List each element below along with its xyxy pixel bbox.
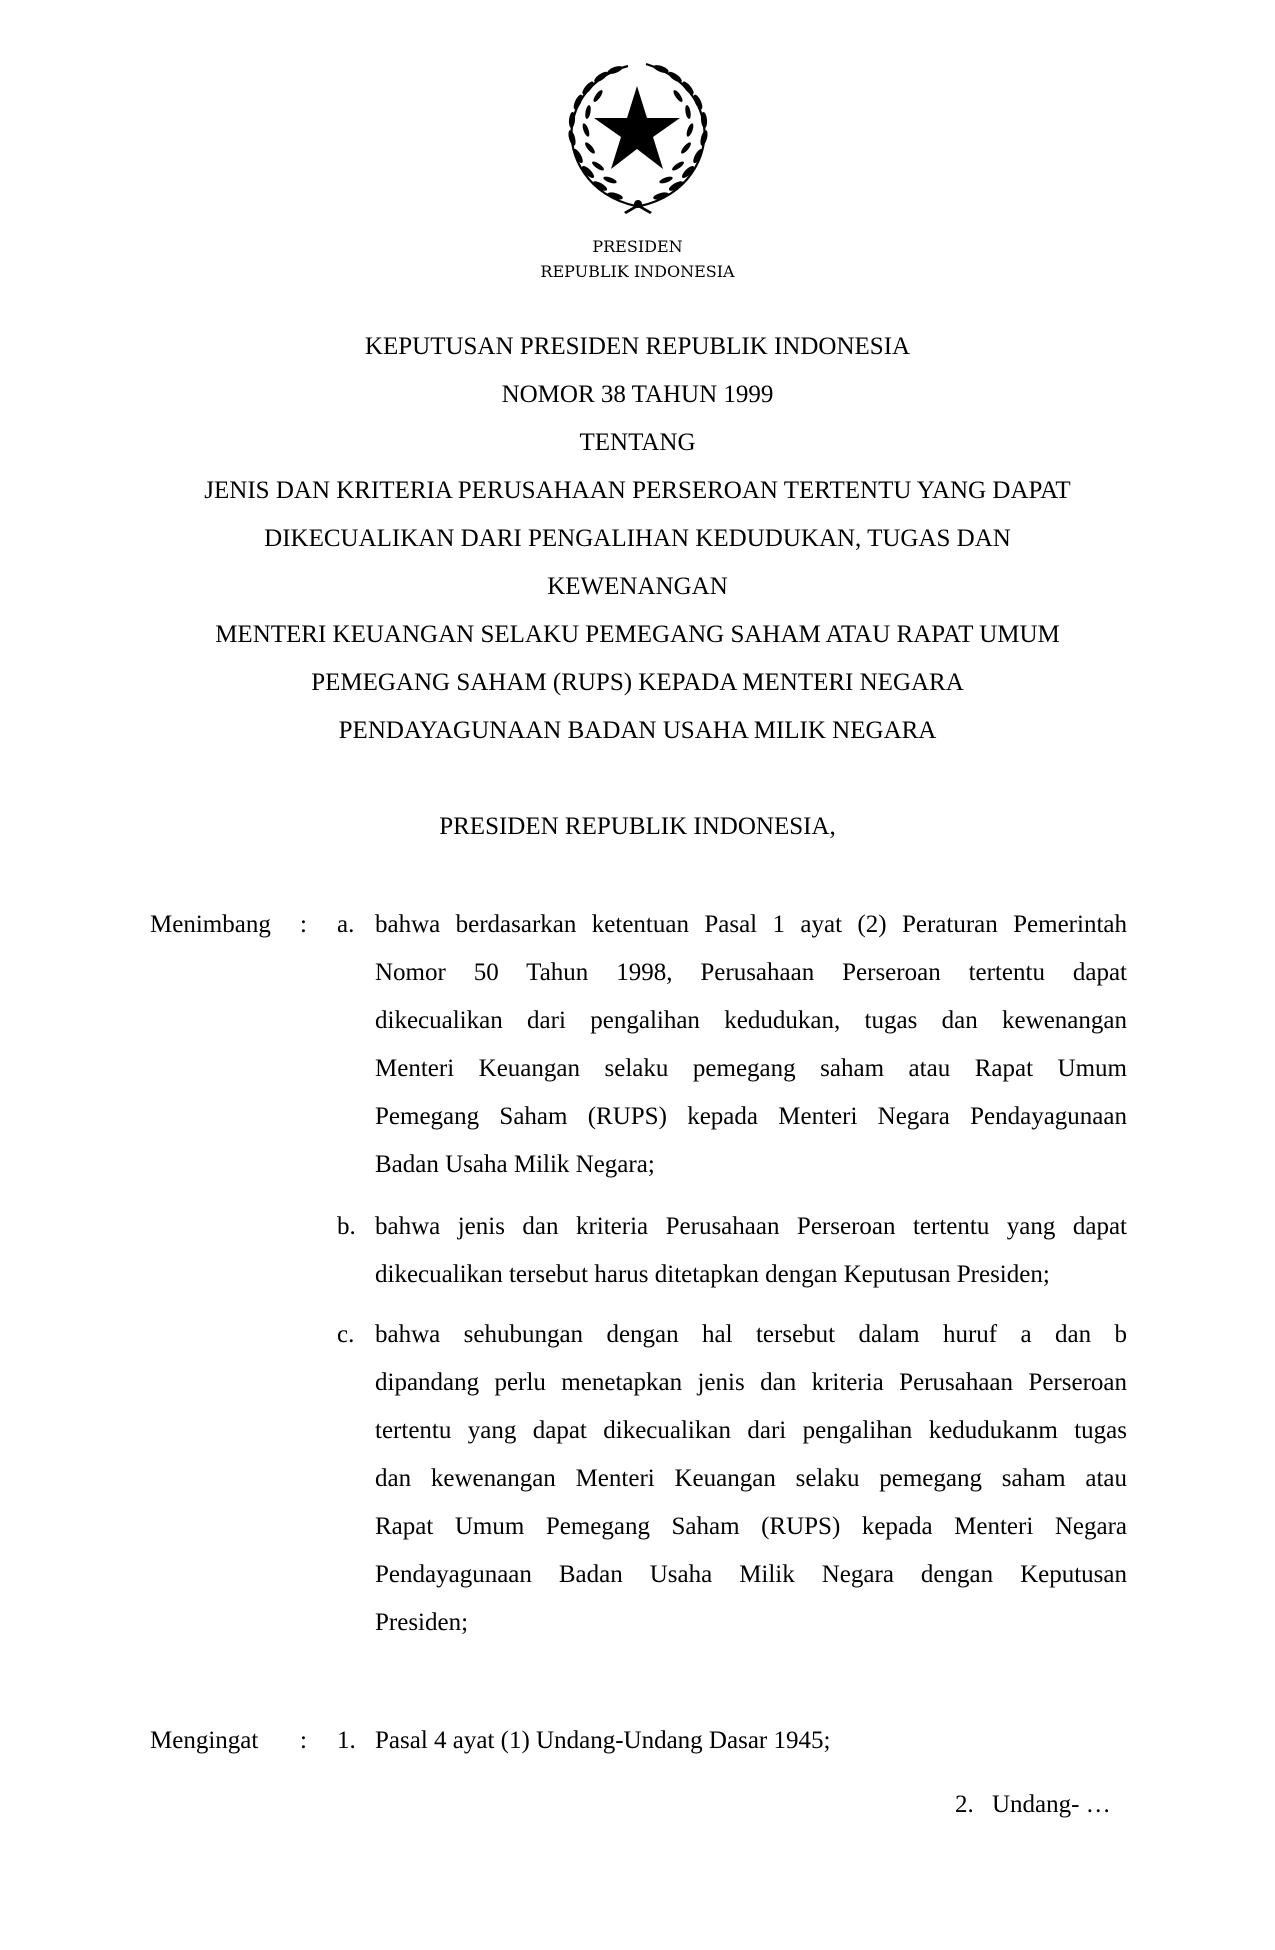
menimbang-label: Menimbang: [150, 911, 271, 938]
header-republik-indonesia: REPUBLIK INDONESIA: [540, 262, 735, 281]
item-c-line: dan kewenangan Menteri Keuangan selaku pemegang saham atau: [375, 1465, 1127, 1492]
continuation-text: Undang- …: [992, 1791, 1111, 1818]
title-line: JENIS DAN KRITERIA PERUSAHAAN PERSEROAN TERTENTU YANG DAPAT: [204, 477, 1071, 504]
item-a-line: bahwa berdasarkan ketentuan Pasal 1 ayat (2) Peraturan Pemerintah: [375, 911, 1127, 938]
title-line: NOMOR 38 TAHUN 1999: [501, 381, 774, 408]
title-line: PEMEGANG SAHAM (RUPS) KEPADA MENTERI NEGARA: [311, 669, 964, 696]
title-line: MENTERI KEUANGAN SELAKU PEMEGANG SAHAM ATAU RAPAT UMUM: [215, 621, 1060, 648]
item-c-line: Presiden;: [375, 1609, 469, 1636]
title-line: PENDAYAGUNAAN BADAN USAHA MILIK NEGARA: [338, 717, 937, 744]
title-line: KEPUTUSAN PRESIDEN REPUBLIK INDONESIA: [364, 333, 911, 360]
menimbang-colon: :: [300, 911, 307, 938]
item-c-line: dipandang perlu menetapkan jenis dan kriteria Perusahaan Perseroan: [375, 1369, 1127, 1396]
continuation-marker: 2.: [955, 1791, 974, 1818]
item-a-line: Badan Usaha Milik Negara;: [375, 1151, 655, 1178]
item-c-line: Pendayagunaan Badan Usaha Milik Negara dengan Keputusan: [375, 1561, 1127, 1588]
item-marker-c: c.: [337, 1321, 355, 1348]
item-a-line: dikecualikan dari pengalihan kedudukan, tugas dan kewenangan: [375, 1007, 1127, 1034]
item-a-line: Pemegang Saham (RUPS) kepada Menteri Negara Pendayagunaan: [375, 1103, 1127, 1130]
mengingat-item-1: Pasal 4 ayat (1) Undang-Undang Dasar 1945;: [375, 1727, 831, 1754]
item-c-line: Rapat Umum Pemegang Saham (RUPS) kepada Menteri Negara: [375, 1513, 1127, 1540]
header-presiden: PRESIDEN: [592, 237, 683, 256]
item-b-line: bahwa jenis dan kriteria Perusahaan Perseroan tertentu yang dapat: [375, 1213, 1127, 1240]
item-marker-a: a.: [337, 911, 355, 938]
item-a-line: Nomor 50 Tahun 1998, Perusahaan Perseroan tertentu dapat: [375, 959, 1127, 986]
title-line: TENTANG: [579, 429, 696, 456]
mengingat-label: Mengingat: [150, 1727, 259, 1754]
mengingat-colon: :: [300, 1727, 307, 1754]
item-b-line: dikecualikan tersebut harus ditetapkan dengan Keputusan Presiden;: [375, 1261, 1050, 1288]
title-line: KEWENANGAN: [547, 573, 728, 600]
preamble: PRESIDEN REPUBLIK INDONESIA,: [439, 813, 836, 840]
item-marker-b: b.: [337, 1213, 356, 1240]
presidential-emblem-icon: [558, 56, 718, 216]
item-marker-1: 1.: [337, 1727, 356, 1754]
item-c-line: bahwa sehubungan dengan hal tersebut dalam huruf a dan b: [375, 1321, 1127, 1348]
title-line: DIKECUALIKAN DARI PENGALIHAN KEDUDUKAN, TUGAS DAN: [264, 525, 1011, 552]
item-a-line: Menteri Keuangan selaku pemegang saham atau Rapat Umum: [375, 1055, 1127, 1082]
item-c-line: tertentu yang dapat dikecualikan dari pengalihan kedudukanm tugas: [375, 1417, 1127, 1444]
